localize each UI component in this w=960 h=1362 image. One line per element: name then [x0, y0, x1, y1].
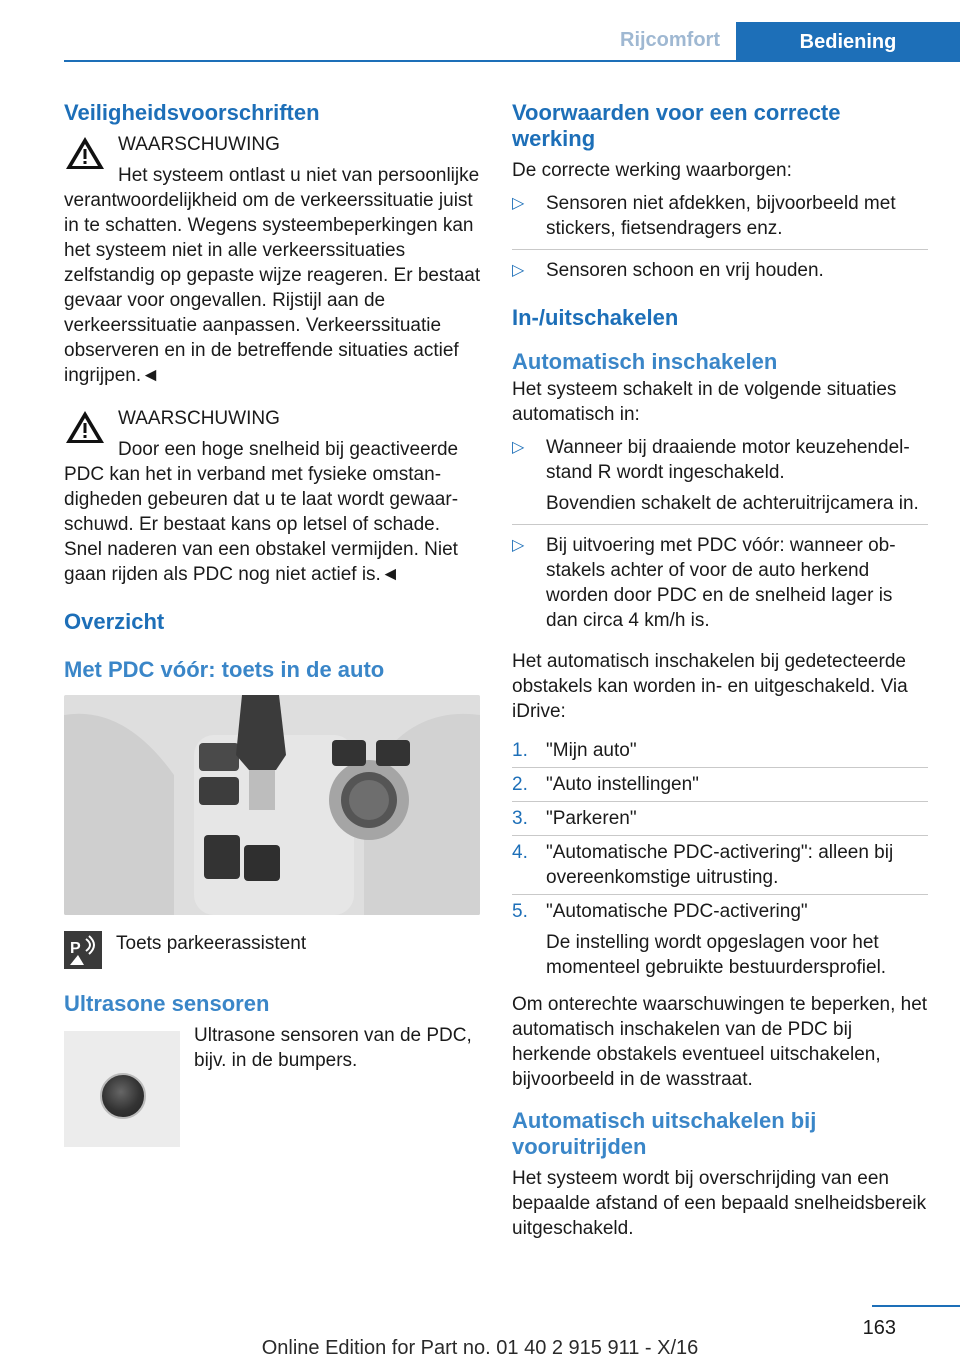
- heading-ultrasone-sensoren: Ultrasone sensoren: [64, 991, 270, 1016]
- triangle-bullet-icon: ▷: [512, 195, 525, 212]
- voorwaarden-list: [512, 191, 928, 291]
- step-number: 5.: [512, 901, 528, 922]
- page-header: [0, 0, 960, 62]
- toets-legend: [64, 931, 482, 969]
- voorwaarden-intro: De correcte werking waarborgen:: [512, 160, 792, 181]
- heading-automatisch-uitschakelen: Automatisch uitschakelen bij vooruitrijden: [512, 1108, 817, 1159]
- page-number-rule: [872, 1305, 960, 1307]
- list-item: [512, 191, 928, 250]
- warning-triangle-icon: [64, 408, 106, 446]
- list-item-sub: Bovendien schakelt de achteruitrijcamera in.: [546, 493, 919, 514]
- list-item: [512, 258, 928, 291]
- tab-bediening-label: Bediening: [799, 30, 897, 53]
- ultrasonic-sensor-image: [64, 1031, 180, 1147]
- warning-text: Door een hoge snelheid bij geactiveerde PDC kan het in verband met fysieke omstandigheden gebeuren dat u te laat wordt gewaarschuwd. Er bestaat kans op letsel of schade. Snel naderen van een obstakel vermijden. Niet gaan rijden als PDC nog niet actief is.◄: [64, 439, 459, 585]
- list-item-text: Sensoren schoon en vrij houden.: [546, 260, 824, 281]
- center-console-photo: [64, 695, 480, 915]
- step-item: [512, 899, 928, 984]
- list-item-text: Wanneer bij draaiende motor keuzehendelstand R wordt ingeschakeld.: [546, 437, 910, 483]
- idrive-steps: [512, 738, 928, 984]
- page-number: 163: [862, 1317, 896, 1339]
- heading-veiligheidsvoorschriften: Veiligheidsvoorschriften: [64, 100, 320, 125]
- heading-voorwaarden: Voorwaarden voor een correcte werking: [512, 100, 841, 151]
- step-number: 4.: [512, 842, 528, 863]
- list-item: [512, 533, 928, 641]
- heading-automatisch-inschakelen: Automatisch inschakelen: [512, 349, 778, 374]
- warning-title: WAARSCHUWING: [118, 408, 280, 429]
- left-column: [64, 100, 482, 1147]
- list-item: [512, 435, 928, 525]
- step-text: "Automatische PDC-activering": [546, 901, 808, 922]
- sensor-icon: [100, 1073, 146, 1119]
- heading-overzicht: Overzicht: [64, 609, 165, 634]
- step-number: 1.: [512, 740, 528, 761]
- heading-met-pdc: Met PDC vóór: toets in de auto: [64, 657, 385, 682]
- svg-text:P: P: [70, 940, 81, 957]
- list-item-text: Sensoren niet afdekken, bijvoorbeeld met stickers, fietsendragers enz.: [546, 193, 896, 239]
- warning-title: WAARSCHUWING: [118, 134, 280, 155]
- warning-triangle-icon: [64, 134, 106, 172]
- toets-label: Toets parkeerassistent: [116, 933, 307, 954]
- step-item: [512, 806, 928, 836]
- step-item: [512, 772, 928, 802]
- step-text: "Automatische PDC-activering": alleen bij overeenkomstige uitrusting.: [546, 842, 894, 888]
- step-text: "Auto instellingen": [546, 774, 699, 795]
- tab-bediening[interactable]: [736, 22, 960, 62]
- para-onterecht: Om onterechte waarschuwingen te beperken, het automatisch inschakelen van de PDC bij herkende obstakels eventueel uitschakelen, bijvoorbeeld in de wasstraat.: [512, 994, 928, 1090]
- triangle-bullet-icon: ▷: [512, 439, 525, 456]
- step-text: "Parkeren": [546, 808, 637, 829]
- edition-footer: Online Edition for Part no. 01 40 2 915 911 - X/16: [261, 1337, 699, 1359]
- right-column: [512, 100, 928, 1249]
- auto-in-list: [512, 435, 928, 641]
- ultrasone-text: Ultrasone sensoren van de PDC, bijv. in de bumpers.: [194, 1025, 472, 1071]
- step-number: 3.: [512, 808, 528, 829]
- warning-block-1: [64, 132, 482, 388]
- step-text: "Mijn auto": [546, 740, 637, 761]
- step-sub: De instelling wordt opgeslagen voor het momenteel gebruikte bestuurdersprofiel.: [546, 932, 887, 978]
- auto-uit-text: Het systeem wordt bij overschrijding van een bepaalde afstand of een bepaald snelheidsbereik uitgeschakeld.: [512, 1168, 927, 1239]
- tab-rijcomfort[interactable]: Rijcomfort: [620, 29, 720, 51]
- center-console-illustration: [64, 695, 480, 915]
- step-item: [512, 738, 928, 768]
- warning-block-2: [64, 406, 482, 587]
- heading-in-uitschakelen: In-/uitschakelen: [512, 305, 679, 330]
- step-number: 2.: [512, 774, 528, 795]
- auto-in-para: Het automatisch inschakelen bij gedetecteerde obstakels kan worden in- en uitgeschakeld. Via iDrive:: [512, 651, 908, 722]
- header-rule: [64, 60, 960, 62]
- sensor-block: [64, 1023, 482, 1147]
- list-item-text: Bij uitvoering met PDC vóór: wanneer obstakels achter of voor de auto herkend worden door PDC en de snelheid lager is dan circa 4 km/h is.: [546, 535, 896, 631]
- triangle-bullet-icon: ▷: [512, 262, 525, 279]
- step-item: [512, 840, 928, 895]
- triangle-bullet-icon: ▷: [512, 537, 525, 554]
- warning-text: Het systeem ontlast u niet van persoonlijke verantwoordelijkheid om de verkeerssituatie juist in te schatten. Wegens systeembeperkingen kan het systeem niet in alle verkeerssituaties zelfstandig op gepaste wijze reageren. Er bestaat gevaar voor ongevallen. Rijstijl aan de verkeerssituatie aanpassen. Verkeerssituatie observeren en in de betreffende situaties actief ingrijpen.◄: [64, 165, 481, 386]
- auto-in-intro: Het systeem schakelt in de volgende situaties automatisch in:: [512, 379, 897, 425]
- parking-assistant-icon: [64, 931, 102, 969]
